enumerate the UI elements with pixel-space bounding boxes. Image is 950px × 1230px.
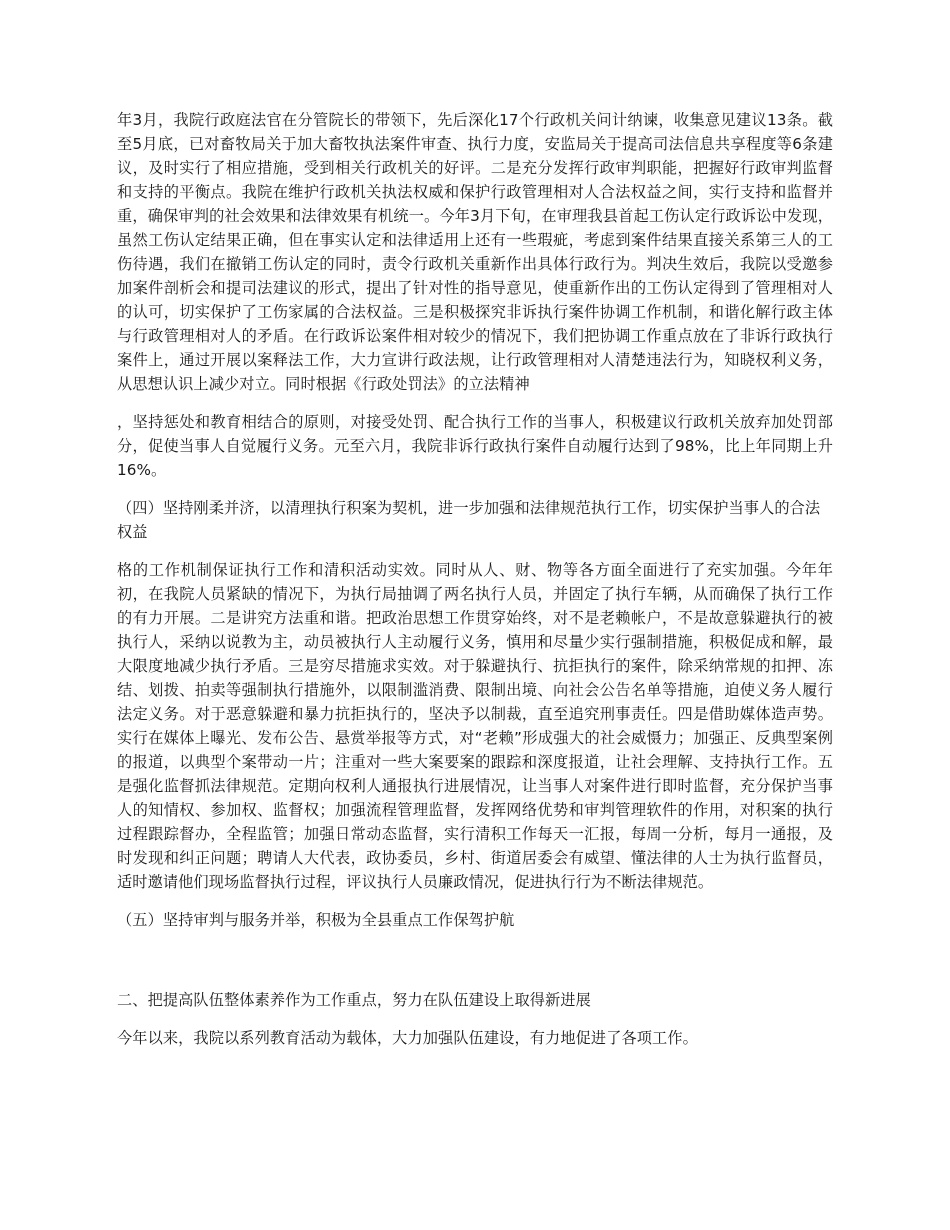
section-heading-team: 二、把提高队伍整体素养作为工作重点，努力在队伍建设上取得新进展 bbox=[117, 991, 591, 1009]
paragraph-team-building: 今年以来，我院以系列教育活动为载体，大力加强队伍建设，有力地促进了各项工作。 bbox=[117, 1029, 698, 1047]
section-heading-4: （四）坚持刚柔并济，以清理执行积案为契机，进一步加强和法律规范执行工作，切实保护当事人的合法权益 bbox=[117, 499, 821, 541]
paragraph-enforcement-mechanism: 格的工作机制保证执行工作和清积活动实效。同时从人、财、物等各方面全面进行了充实加强。今年年初，在我院人员紧缺的情况下，为执行局抽调了两名执行人员，并固定了执行车辆，从而确保了执行工作的有力开展。二是讲究方法重和谐。把政治思想工作贯穿始终，对不是老赖帐户，不是故意躲避执行的被执行人，采纳以说教为主，动员被执行人主动履行义务，慎用和尽量少实行强制措施，积极促成和解，最大限度地减少执行矛盾。三是穷尽措施求实效。对于躲避执行、抗拒执行的案件，除采纳常规的扣押、冻结、划拨、拍卖等强制执行措施外，以限制滥消费、限制出境、向社会公告名单等措施，迫使义务人履行法定义务。对于恶意躲避和暴力抗拒执行的，坚决予以制裁，直至追究刑事责任。四是借助媒体造声势。实行在媒体上曝光、发布公告、悬赏举报等方式，对“老赖”形成强大的社会威慑力；加强正、反典型案例的报道，以典型个案带动一片；注重对一些大案要案的跟踪和深度报道，让社会理解、支持执行工作。五是强化监督抓法律规范。定期向权利人通报执行进展情况，让当事人对案件进行即时监督，充分保护当事人的知情权、参加权、监督权；加强流程管理监督，发挥网络优势和审判管理软件的作用，对积案的执行过程跟踪督办，全程监管；加强日常动态监督，实行清积工作每天一汇报，每周一分析，每月一通报，及时发现和纠正问题；聘请人大代表，政协委员，乡村、街道居委会有威望、懂法律的人士为执行监督员，适时邀请他们现场监督执行过程，评议执行人员廉政情况，促进执行行为不断法律规范。 bbox=[117, 561, 833, 891]
paragraph-admin-trial: 年3月，我院行政庭法官在分管院长的带领下，先后深化17个行政机关问计纳谏，收集意见建议13条。截至5月底，已对畜牧局关于加大畜牧执法案件审查、执行力度，安监局关于提高司法信息共享程度等6条建议，及时实行了相应措施，受到相关行政机关的好评。二是充分发挥行政审判职能，把握好行政审判监督和支持的平衡点。我院在维护行政机关执法权威和保护行政管理相对人合法权益之间，实行支持和监督并重，确保审判的社会效果和法律效果有机统一。今年3月下旬，在审理我县首起工伤认定行政诉讼中发现，虽然工伤认定结果正确，但在事实认定和法律适用上还有一些瑕疵，考虑到案件结果直接关系第三人的工伤待遇，我们在撤销工伤认定的同时，责令行政机关重新作出具体行政行为。判决生效后，我院以受邀参加案件剖析会和提司法建议的形式，提出了针对性的指导意见，使重新作出的工伤认定得到了管理相对人的认可，切实保护了工伤家属的合法权益。三是积极探究非诉执行案件协调工作机制，和谐化解行政主体与行政管理相对人的矛盾。在行政诉讼案件相对较少的情况下，我们把协调工作重点放在了非诉行政执行案件上，通过开展以案释法工作，大力宣讲行政法规，让行政管理相对人清楚违法行为，知晓权利义务，从思想认识上减少对立。同时根据《行政处罚法》的立法精神 bbox=[117, 111, 833, 393]
section-heading-5: （五）坚持审判与服务并举，积极为全县重点工作保驾护航 bbox=[117, 911, 515, 929]
paragraph-penalty-principle: ，坚持惩处和教育相结合的原则，对接受处罚、配合执行工作的当事人，积极建议行政机关放弃加处罚部分，促使当事人自觉履行义务。元至六月，我院非诉行政执行案件自动履行达到了98%，比上年同期上升16%。 bbox=[117, 413, 833, 479]
blank-gap bbox=[117, 946, 833, 988]
